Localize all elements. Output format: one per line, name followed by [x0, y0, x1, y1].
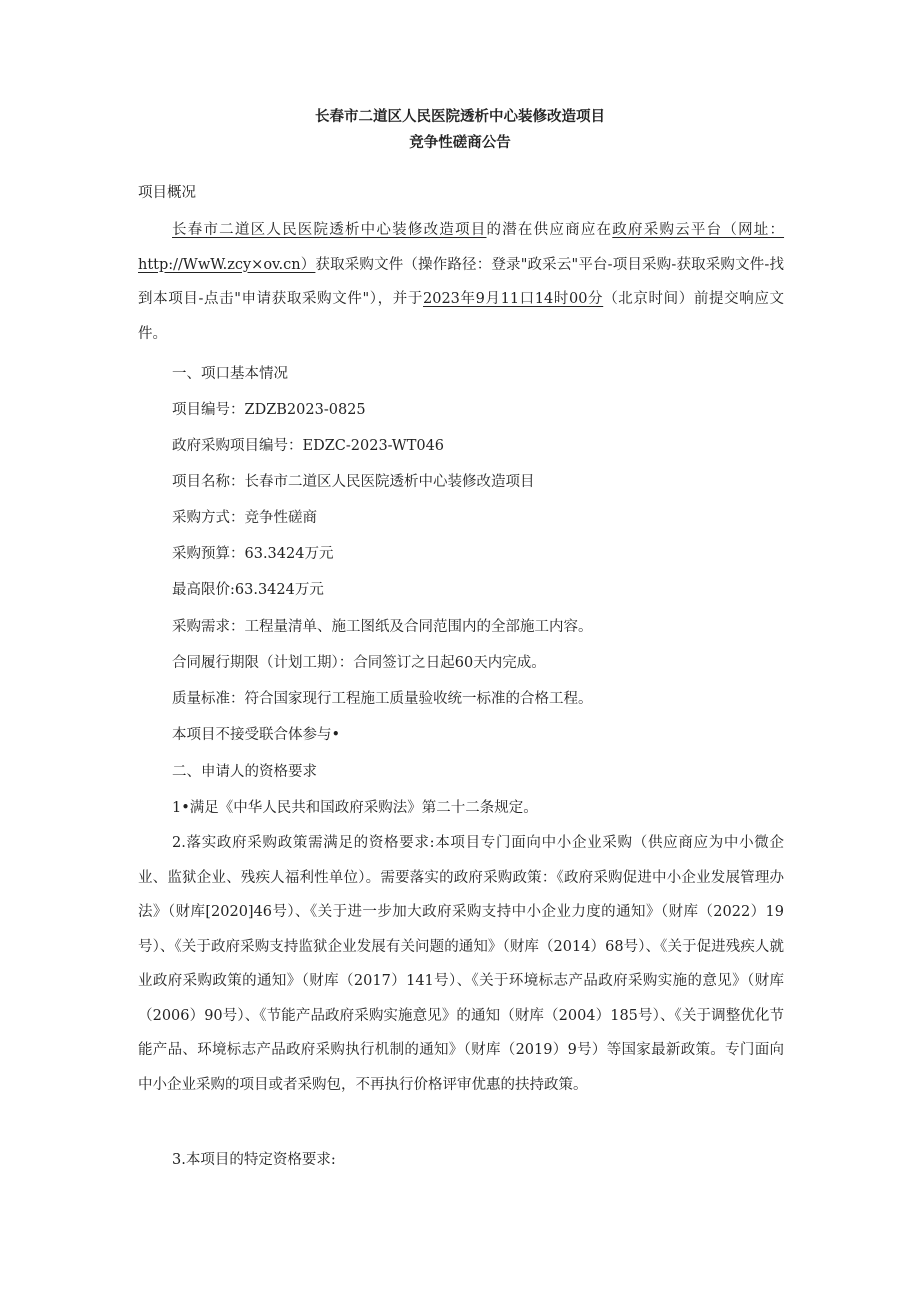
overview-text-3: （北京时间）前提交响应文件。: [138, 291, 785, 342]
deadline-date: 2023年9月11口14时00分: [423, 291, 604, 307]
overview-text-1: 的潜在供应商应在: [486, 222, 613, 238]
procurement-method: 采购方式：竞争性磋商: [172, 510, 317, 526]
qualification-item-3: 3.本项目的特定资格要求:: [172, 1152, 336, 1168]
document-subtitle: 竞争性磋商公告: [409, 135, 511, 151]
project-name-link: 长春市二道区人民医院透析中心装修改造项目: [172, 222, 487, 238]
project-number: 项目编号：ZDZB2023-0825: [172, 402, 366, 418]
title-block: [0, 104, 920, 156]
overview-heading: 项目概况: [138, 185, 196, 201]
max-price: 最高限价:63.3424万元: [172, 582, 324, 598]
quality-standard: 质量标准：符合国家现行工程施工质量验收统一标准的合格工程。: [172, 691, 593, 707]
platform-url: http://WwW.zcy×ov.cn）: [138, 256, 316, 273]
gov-project-number: 政府采购项目编号：EDZC-2023-WT046: [172, 438, 445, 454]
qualification-item-1: 1•满足《中华人民共和国政府采购法》第二十二条规定。: [172, 800, 538, 816]
project-name: 项目名称：长春市二道区人民医院透析中心装修改造项目: [172, 474, 535, 490]
consortium-note: 本项目不接受联合体参与•: [172, 727, 341, 743]
qualification-item-2: 2.落实政府采购政策需满足的资格要求:本项目专门面向中小企业采购（供应商应为中小微企业、监狱企业、残疾人福利性单位）。需要落实的政府采购政策：《政府采购促进中小企业发展管理办法》（财库[2020]46号）、《关于进一步加大政府采购支持中小企业力度的通知》（财库（2022）19号）、《关于政府采购支持监狱企业发展有关问题的通知》（财库（2014）68号）、《关于促进残疾人就业政府采购政策的通知》（财库（2017）141号）、《关于环境标志产品政府采购实施的意见》（财库（2006）90号）、《节能产品政府采购实施意见》的通知（财库（2004）185号）、《关于调整优化节能产品、环境标志产品政府采购执行机制的通知》（财库（2019）9号）等国家最新政策。专门面向中小企业采购的项目或者采购包，不再执行价格评审优惠的扶持政策。: [138, 835, 784, 1093]
overview-text-2: 获取采购文件（操作路径：登录"政采云"平台-项目采购-获取采购文件-找到本项目-点击"申请获取采购文件"），并于: [138, 256, 784, 307]
procurement-budget: 采购预算：63.3424万元: [172, 546, 334, 562]
section2-heading: 二、申请人的资格要求: [172, 764, 317, 780]
section1-heading: 一、项口基本情况: [172, 366, 288, 382]
overview-paragraph: [138, 213, 784, 351]
contract-period: 合同履行期限（计划工期）：合同签订之日起60天内完成。: [172, 655, 546, 671]
platform-link: 政府采购云平台（网址：: [612, 222, 785, 238]
procurement-demand: 采购需求：工程量清单、施工图纸及合同范围内的全部施工内容。: [172, 619, 593, 635]
document-title: 长春市二道区人民医院透析中心装修改造项目: [315, 109, 605, 125]
